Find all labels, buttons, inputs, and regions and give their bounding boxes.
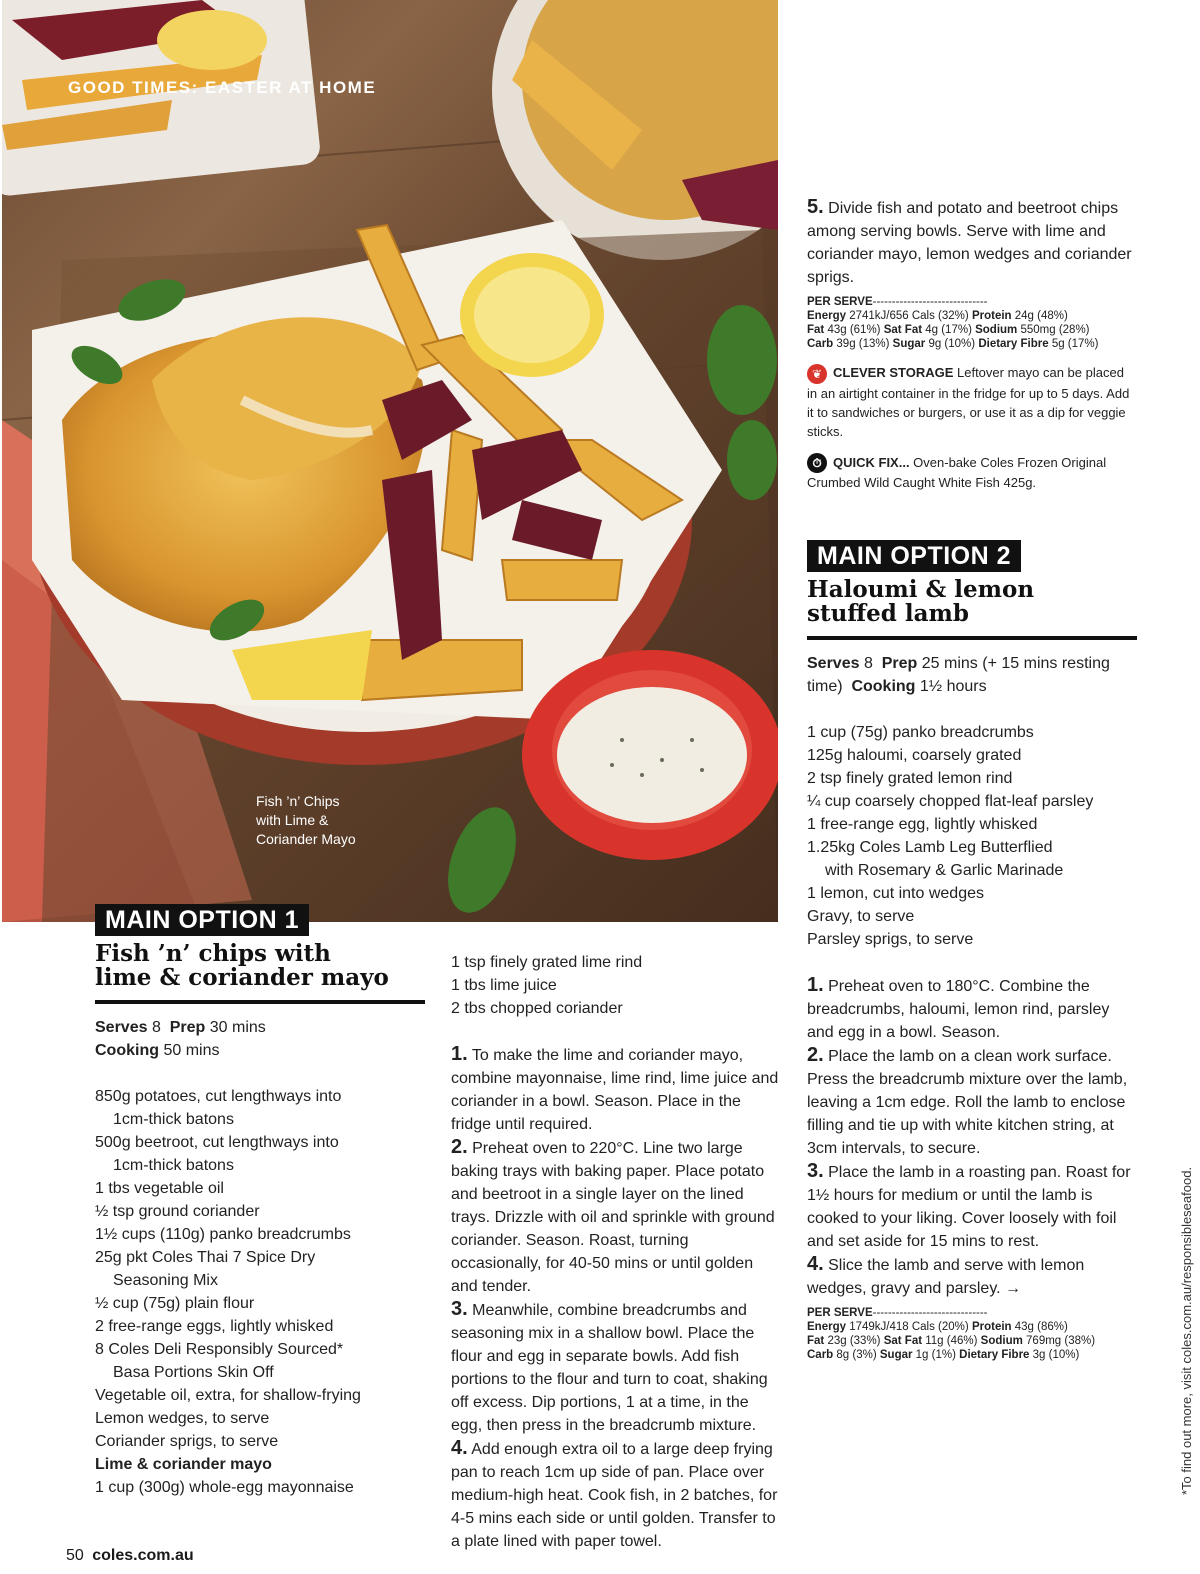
ingredient-item: 850g potatoes, cut lengthways into xyxy=(95,1088,342,1105)
step-text: To make the lime and coriander mayo, combine mayonnaise, lime rind, lime juice and coriander in a bowl. Season. Place in the fridge until required. xyxy=(451,1047,779,1133)
ingredient-item: 125g haloumi, coarsely grated xyxy=(807,747,1022,765)
recipe2-method xyxy=(807,974,1137,1300)
nutrient-label: Protein xyxy=(971,310,1012,322)
nutrient-value: 24g (48%) xyxy=(1011,310,1068,322)
method-step xyxy=(451,1136,781,1298)
nutrient-label: Protein xyxy=(971,1321,1012,1334)
step-text: Place the lamb in a roasting pan. Roast for 1½ hours for medium or until the lamb is cooked to your liking. Cover loosely with foil and set aside for 15 mins to rest. xyxy=(807,1164,1131,1251)
recipe2-rule xyxy=(807,636,1137,640)
photo-caption-line: with Lime & xyxy=(256,812,329,828)
method-step xyxy=(807,1160,1137,1253)
ingredient-item: with Rosemary & Garlic Marinade xyxy=(825,862,1064,880)
clever-storage-tip xyxy=(807,363,1137,441)
nutrient-value: 9g (10%) xyxy=(925,338,979,350)
step-number: 3. xyxy=(807,1160,824,1183)
photo-caption-line: Coriander Mayo xyxy=(256,831,356,847)
step-number: 2. xyxy=(451,1136,468,1158)
ingredient-item: 1 lemon, cut into wedges xyxy=(807,885,984,903)
per-serve-heading: PER SERVE------------------------------ xyxy=(807,1307,988,1320)
method-step xyxy=(807,974,1137,1044)
ingredient-item: Coriander sprigs, to serve xyxy=(95,1433,279,1450)
nutrient-label: Dietary Fibre xyxy=(959,1349,1030,1362)
ingredient-item: Basa Portions Skin Off xyxy=(113,1364,274,1381)
mayo-heading: Lime & coriander mayo xyxy=(95,1456,272,1473)
food-illustration xyxy=(2,0,778,922)
method-step xyxy=(451,1298,781,1437)
footer-site-link[interactable]: coles.com.au xyxy=(92,1547,194,1564)
nutrient-label: Sodium xyxy=(980,1335,1023,1348)
nutrient-value: 39g (13%) xyxy=(833,338,893,350)
recipe1-title xyxy=(95,942,425,990)
page-footer xyxy=(66,1547,194,1565)
ingredient-item: 1 cup (75g) panko breadcrumbs xyxy=(807,724,1034,742)
step-text: Place the lamb on a clean work surface. Press the breadcrumb mixture over the lamb, leaving a 1cm edge. Roll the lamb to enclose filling and tie up with white kitchen string, at 3cm intervals, to secure. xyxy=(807,1048,1128,1158)
nutrient-value: 1749kJ/418 Cals (20%) xyxy=(846,1321,972,1334)
method-step xyxy=(807,1253,1137,1300)
photo-caption xyxy=(256,792,416,849)
cooking-value: 50 mins xyxy=(163,1042,220,1059)
ingredient-item: ½ cup (75g) plain flour xyxy=(95,1295,255,1312)
ingredient-item: Parsley sprigs, to serve xyxy=(807,931,974,949)
ingredient-item: ½ tsp ground coriander xyxy=(95,1203,260,1220)
ingredient-item: 500g beetroot, cut lengthways into xyxy=(95,1134,339,1151)
nutrient-label: Carb xyxy=(807,1349,834,1362)
recipe2-ingredients xyxy=(807,721,1137,951)
step-number: 2. xyxy=(807,1044,824,1067)
ingredient-item: 1½ cups (110g) panko breadcrumbs xyxy=(95,1226,351,1243)
serves-value: 8 xyxy=(863,655,873,673)
step-number: 4. xyxy=(451,1437,468,1459)
nutrient-label: Sodium xyxy=(975,324,1018,336)
ingredient-item: Seasoning Mix xyxy=(113,1272,218,1289)
per-serve-heading: PER SERVE------------------------------ xyxy=(807,296,988,308)
step-text: Slice the lamb and serve with lemon wedges, gravy and parsley. xyxy=(807,1257,1085,1298)
per-serve-label: PER SERVE xyxy=(807,296,873,308)
ingredient-item: Lemon wedges, to serve xyxy=(95,1410,270,1427)
ingredient-item: 2 tsp finely grated lemon rind xyxy=(807,770,1013,788)
nutrient-value: 43g (86%) xyxy=(1011,1321,1068,1334)
ingredient-item: 1cm-thick batons xyxy=(113,1111,234,1128)
recipe2-per-serve xyxy=(807,1306,1137,1362)
serves-label: Serves xyxy=(95,1019,148,1036)
nutrient-label: Energy xyxy=(807,310,846,322)
nutrient-label: Sat Fat xyxy=(883,324,923,336)
ingredient-item: 1 free-range egg, lightly whisked xyxy=(807,816,1038,834)
stopwatch-icon: ⏱ xyxy=(807,453,827,473)
continue-arrow-icon: → xyxy=(1005,1280,1022,1298)
tip-text: Oven-bake Coles Frozen Original Crumbed Wild Caught White Fish 425g. xyxy=(807,454,1107,491)
cooking-value: 1½ hours xyxy=(919,678,987,696)
nutrition-line xyxy=(807,323,1137,337)
recipe1-method xyxy=(451,1043,781,1553)
prep-value: 25 mins (+ 15 mins resting time) xyxy=(807,655,1110,696)
nutrient-label: Sat Fat xyxy=(883,1335,923,1348)
hero-photo xyxy=(2,0,778,922)
ingredient-item: 8 Coles Deli Responsibly Sourced* xyxy=(95,1341,344,1358)
nutrient-label: Sugar xyxy=(879,1349,913,1362)
ingredient-item: 1.25kg Coles Lamb Leg Butterflied xyxy=(807,839,1053,857)
page-number: 50 xyxy=(66,1547,84,1564)
nutrient-label: Energy xyxy=(807,1321,846,1334)
recipe2-title xyxy=(807,578,1137,626)
recipe2-title-line: Haloumi & lemon xyxy=(807,576,1035,604)
mayo-ingredient: 2 tbs chopped coriander xyxy=(451,1000,623,1017)
nutrient-value: 550mg (28%) xyxy=(1017,324,1090,336)
mayo-ingredient: 1 cup (300g) whole-egg mayonnaise xyxy=(95,1479,354,1496)
ingredient-item: Gravy, to serve xyxy=(807,908,915,926)
step-text: Preheat oven to 180°C. Combine the breadcrumbs, haloumi, lemon rind, parsley and egg in a bowl. Season. xyxy=(807,978,1110,1042)
nutrient-value: 769mg (38%) xyxy=(1022,1335,1096,1348)
method-step xyxy=(451,1043,781,1136)
recipe1-column-1 xyxy=(95,904,425,1499)
ingredient-item: 25g pkt Coles Thai 7 Spice Dry xyxy=(95,1249,316,1266)
right-column xyxy=(807,196,1137,1362)
recipe1-column-2 xyxy=(451,951,781,1553)
prep-value: 30 mins xyxy=(209,1019,266,1036)
step-text: Meanwhile, combine breadcrumbs and seasoning mix in a shallow bowl. Place the flour and egg in separate bowls. Add fish portions to the flour and turn to coat, shaking off excess. Dip portions, 1 at a time, in the egg, then press in the breadcrumb mixture. xyxy=(451,1302,768,1434)
nutrition-line xyxy=(807,1334,1137,1348)
recipe2-meta xyxy=(807,652,1137,698)
step-text: Preheat oven to 220°C. Line two large baking trays with baking paper. Place potato and beetroot in a single layer on the lined trays. Drizzle with oil and sprinkle with ground coriander. Season. Roast, turning occasionally, for 40-50 mins or until golden and tender. xyxy=(451,1140,775,1295)
step-number: 1. xyxy=(807,974,824,997)
step-text: Add enough extra oil to a large deep frying pan to reach 1cm up side of pan. Place over medium-high heat. Cook fish, in 2 batches, for 4-5 mins each side or until golden. Transfer to a plate lined with paper towel. xyxy=(451,1441,778,1550)
nutrient-value: 3g (10%) xyxy=(1029,1349,1080,1362)
step-number: 1. xyxy=(451,1043,468,1065)
nutrient-label: Dietary Fibre xyxy=(978,338,1049,350)
serves-label: Serves xyxy=(807,655,860,673)
nutrient-value: 2741kJ/656 Cals (32%) xyxy=(846,310,972,322)
nutrient-value: 8g (3%) xyxy=(833,1349,880,1362)
mayo-ingredient: 1 tsp finely grated lime rind xyxy=(451,954,643,971)
nutrient-label: Fat xyxy=(807,324,825,336)
nutrition-line xyxy=(807,1348,1137,1362)
recipe1-rule xyxy=(95,1000,425,1004)
method-step xyxy=(807,1044,1137,1160)
mayo-ingredient: 1 tbs lime juice xyxy=(451,977,557,994)
leaf-icon: ❦ xyxy=(807,364,827,384)
cooking-label: Cooking xyxy=(851,678,916,696)
quick-fix-tip xyxy=(807,453,1137,493)
nutrient-value: 5g (17%) xyxy=(1048,338,1099,350)
cooking-label: Cooking xyxy=(95,1042,159,1059)
photo-caption-line: Fish ’n’ Chips xyxy=(256,793,340,809)
nutrient-value: 1g (1%) xyxy=(912,1349,960,1362)
nutrition-line xyxy=(807,337,1137,351)
recipe1-meta xyxy=(95,1016,425,1062)
prep-label: Prep xyxy=(881,655,918,673)
method-step xyxy=(451,1437,781,1553)
step-number: 4. xyxy=(807,1253,824,1276)
ingredient-item: Vegetable oil, extra, for shallow-frying xyxy=(95,1387,361,1404)
tip-label: CLEVER STORAGE xyxy=(833,365,954,380)
ingredient-item: 1cm-thick batons xyxy=(113,1157,234,1174)
side-note: *To find out more, visit coles.com.au/responsibleseafood. xyxy=(1179,1166,1194,1495)
nutrient-value: 43g (61%) xyxy=(824,324,884,336)
method-step xyxy=(807,196,1137,289)
ingredient-item: ¼ cup coarsely chopped flat-leaf parsley xyxy=(807,793,1094,811)
per-serve-label: PER SERVE xyxy=(807,1307,873,1320)
recipe1-per-serve xyxy=(807,295,1137,351)
recipe1-badge: MAIN OPTION 1 xyxy=(95,904,309,936)
step-number: 5. xyxy=(807,196,824,218)
nutrient-label: Fat xyxy=(807,1335,825,1348)
nutrition-line xyxy=(807,309,1137,323)
nutrition-line xyxy=(807,1320,1137,1334)
tip-label: QUICK FIX... xyxy=(833,454,910,470)
nutrient-value: 23g (33%) xyxy=(824,1335,884,1348)
section-tag: GOOD TIMES: EASTER AT HOME xyxy=(68,78,377,97)
tip-text: Leftover mayo can be placed in an airtight container in the fridge for up to 5 days. Add it to sandwiches or burgers, or use it as a dip for veggie sticks. xyxy=(807,365,1130,439)
ingredient-item: 2 free-range eggs, lightly whisked xyxy=(95,1318,334,1335)
serves-value: 8 xyxy=(151,1019,161,1036)
nutrient-label: Carb xyxy=(807,338,834,350)
recipe1-title-line: Fish ’n’ chips with xyxy=(95,940,331,967)
recipe1-ingredients xyxy=(95,1085,425,1453)
step-number: 3. xyxy=(451,1298,468,1320)
recipe1-title-line: lime & coriander mayo xyxy=(95,964,389,991)
recipe2-badge: MAIN OPTION 2 xyxy=(807,540,1021,572)
recipe2-title-line: stuffed lamb xyxy=(807,600,969,628)
ingredient-item: 1 tbs vegetable oil xyxy=(95,1180,224,1197)
nutrient-label: Sugar xyxy=(892,338,926,350)
nutrient-value: 11g (46%) xyxy=(922,1335,981,1348)
step-text: Divide fish and potato and beetroot chips among serving bowls. Serve with lime and coriander mayo, lemon wedges and coriander sprigs. xyxy=(807,200,1132,286)
recipe2-header xyxy=(807,540,1137,640)
prep-label: Prep xyxy=(169,1019,206,1036)
nutrient-value: 4g (17%) xyxy=(922,324,976,336)
